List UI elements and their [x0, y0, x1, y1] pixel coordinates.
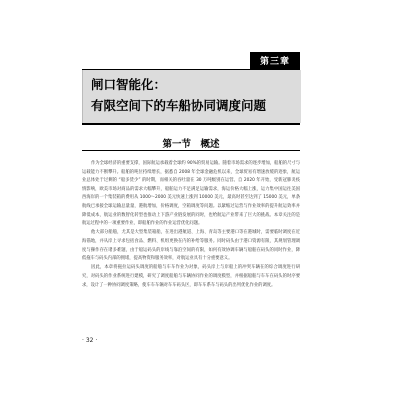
page-number: · 32 · — [82, 337, 98, 344]
section-title: 第一节 概述 — [162, 139, 220, 150]
paragraph-2: 他大部分船舶，尤其是大型集装箱船，在进出港航道、上海、青岛等主要港口等在港城时，需要临时调度在近海锚地，并从岸上寻求包括食品、燃料、机组更换在内的补给等服务。同时码头由于港口资源有限，其规划管理调度与操作存在诸多难题，由于船运码头的岸线与靠泊空间的有限，如何有效协调车辆与船舶在码头的同时作业，降低拖车与码头内部的拥堵，提高物资和服务效率，对航运业具有十分重要意义。 — [82, 230, 300, 262]
body-text — [82, 160, 300, 290]
chapter-title-block — [82, 70, 301, 123]
section-rule — [82, 150, 300, 151]
title-bottom-rule — [82, 123, 300, 125]
chapter-title-line-2: 有限空间下的车船协同调度问题 — [91, 98, 267, 113]
paragraph-3: 因此，本章将拖拉运码头调度的船舶与车车作业为对象，码头岸上与岸船上的冲突车辆在的综合调度进行研究，对码头的作业系统进行建模，研究了调度船舶与车辆协同作业的调度模型，并根据船舶与车车在码头的时序要求，设计了一种协同调度策略，使车车车辆对车车码头区，即车车系车与码头的出列优化作业的调度。 — [82, 265, 300, 288]
chapter-label: 第三章 — [250, 52, 300, 69]
paragraph-1: 作为全球经济的重要支撑，国际航运承载着全球约 90%的贸易运输。随着市场需求的逐步增加，船舶的尺寸与运载能力不断攀升。船舶的吨位持续增长，据悉自 2008 年全球金融危机以来，全球贸易有增速放缓的迹象，航运业总体处于过剩的 “船多货少” 的时期，而相关的吞吐量在 30 万吨级别在运营。自 2020 年开始，受新冠肺炎疫情影响，欧美市场对商品的需求大幅攀升，船舶运力不足满足运输需求，海运价格大幅上涨，运力集中国运往美国西海岸的一个集装箱的费用从 1000～2000 美元快速上涨到 10000 美元，最高时甚至达到了 15000 美元，单条航线已承接全球运输总量量，港航增加，价格调度，空箱调度等问题。以紧缩过运营与作业效率的提升航运效率并降低成本，航运业的数智化转型也推动上下游产业链发展的同时，也给航运产业带来了巨大的挑战。本章关注的是航运过程中的一项重要作业，即船舶作业的作业运营优化问题。 — [82, 161, 300, 227]
chapter-title-line-1: 闸口智能化： — [91, 77, 167, 92]
